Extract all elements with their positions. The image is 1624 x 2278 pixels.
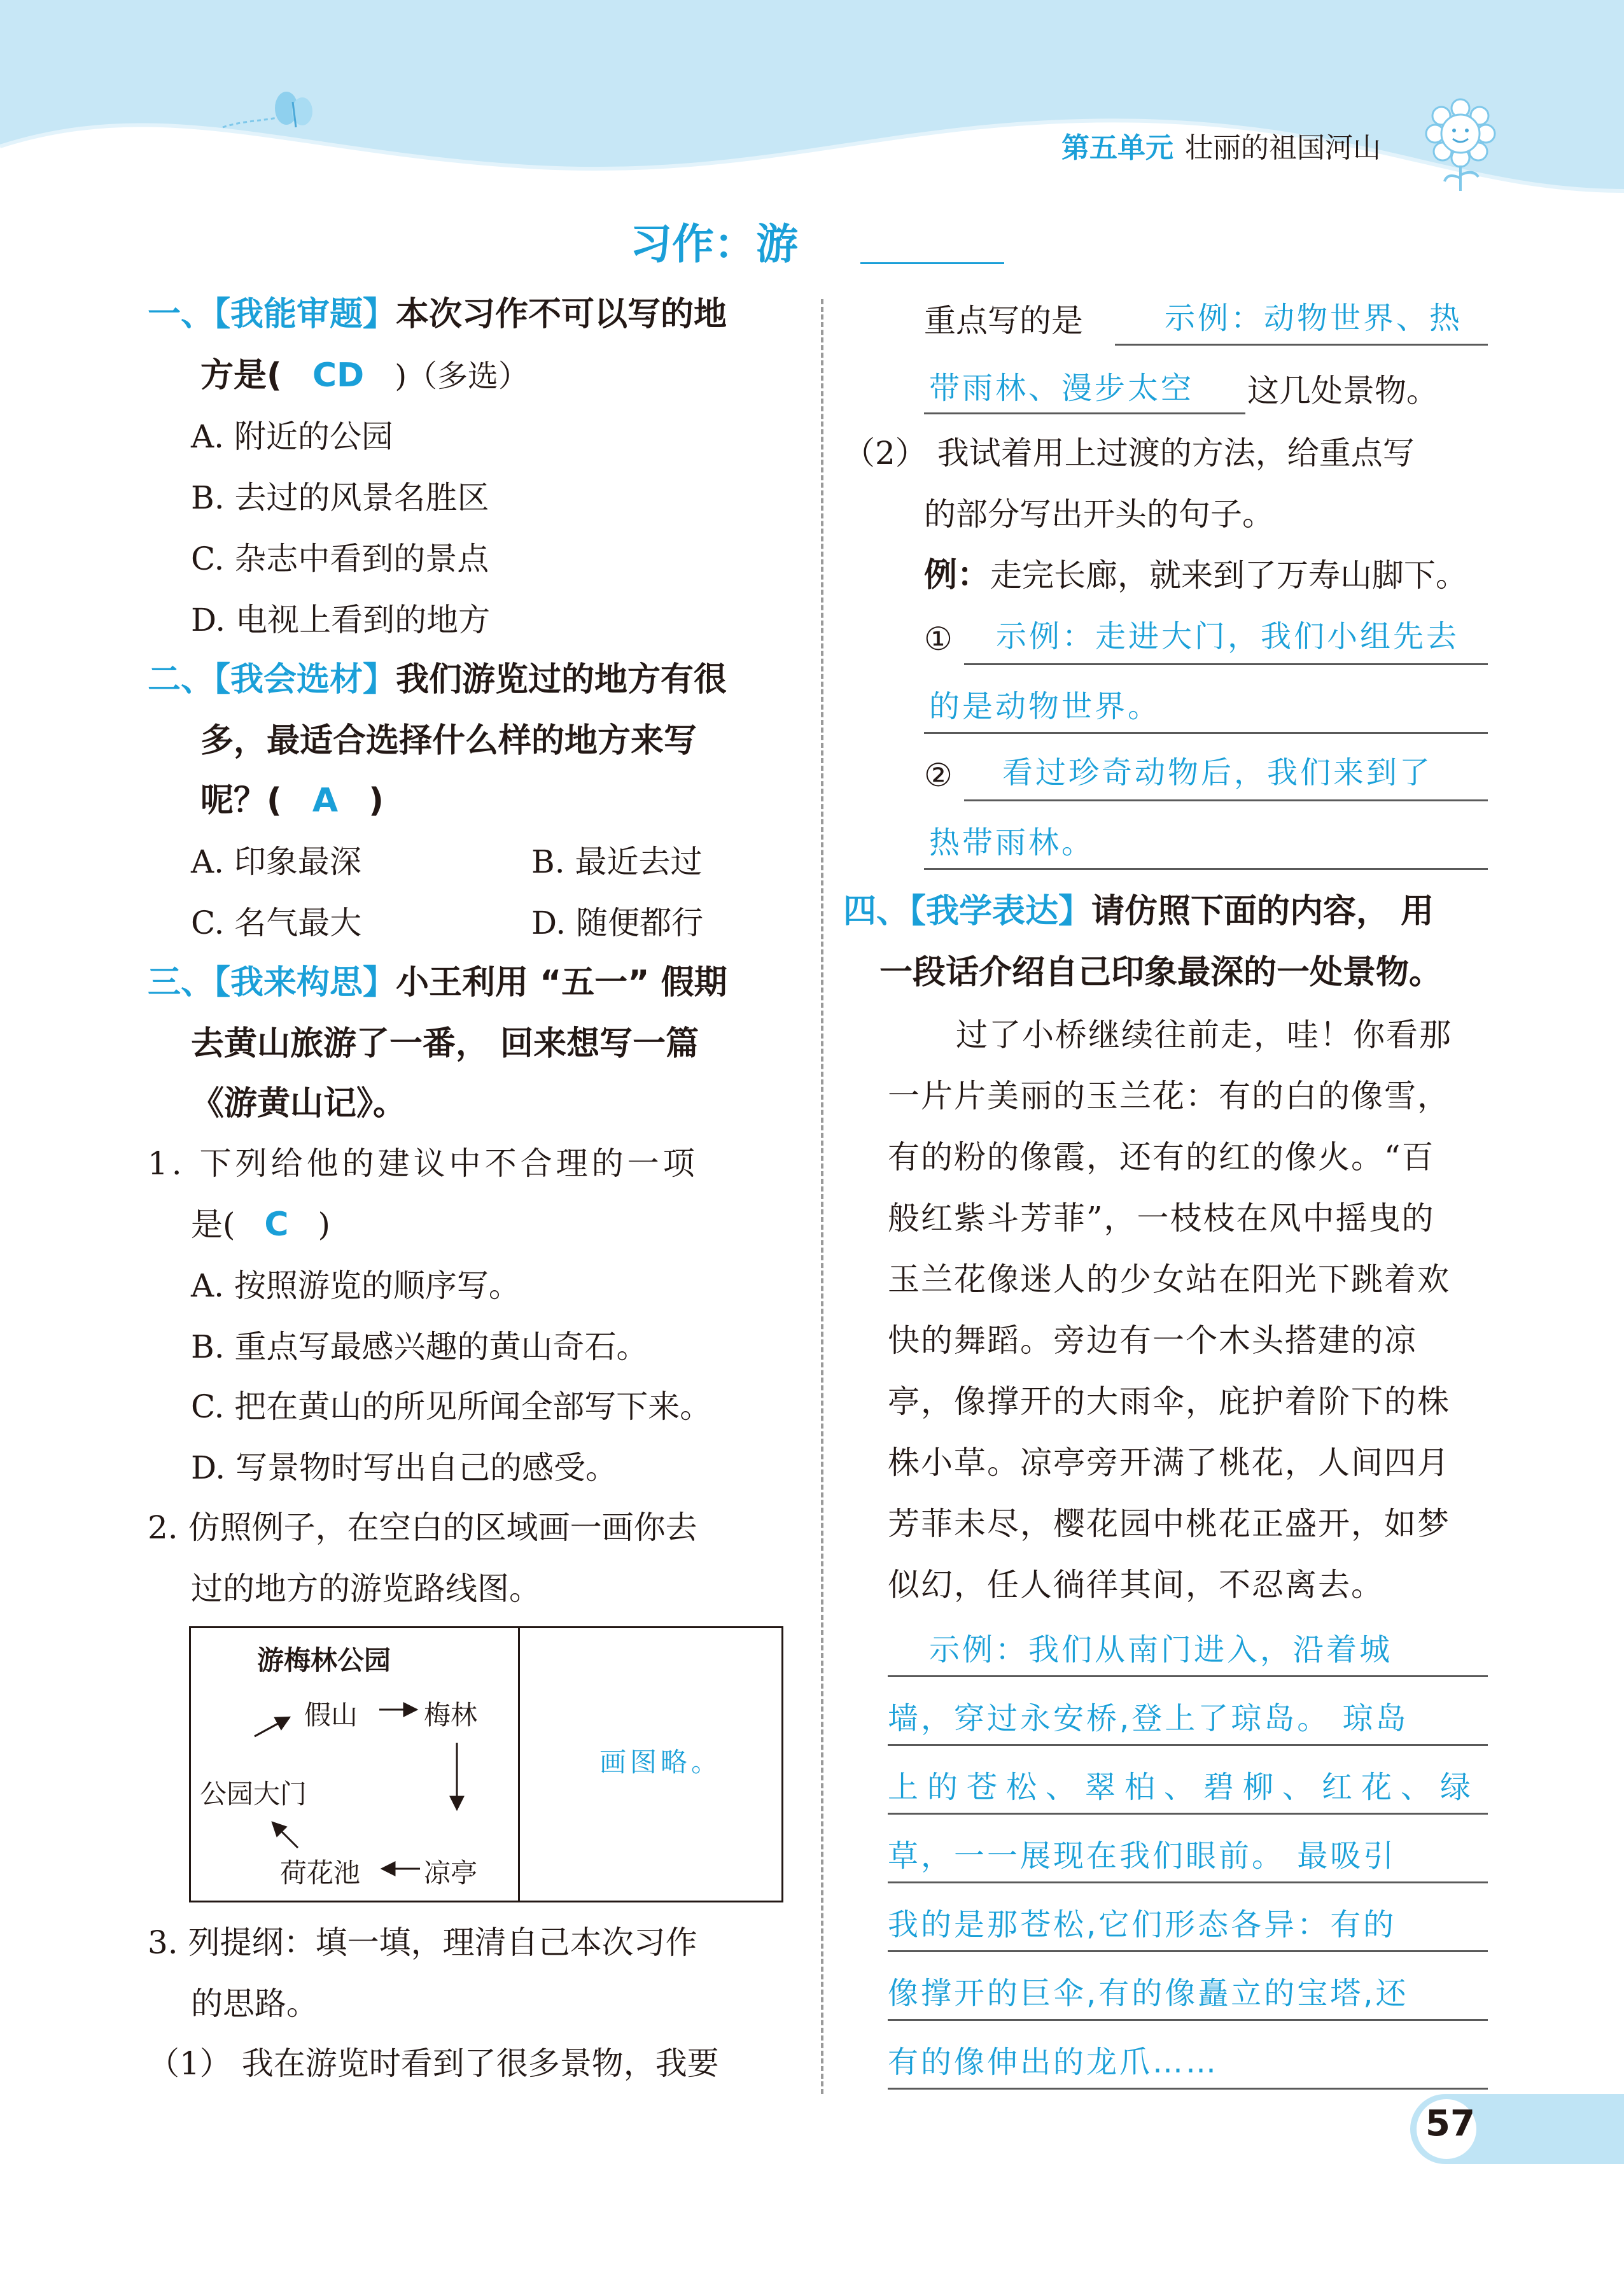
- q3-1-blank-line2: [924, 412, 1245, 414]
- q3-1-answer-b: 带雨林、漫步太空: [929, 370, 1194, 406]
- passage-line-2: 一片片美丽的玉兰花：有的白的像雪，: [888, 1078, 1450, 1114]
- section1-question-a: 本次习作不可以写的地: [396, 295, 727, 334]
- answer-line-3: 上的苍松、翠柏、碧柳、红花、绿: [888, 1769, 1480, 1805]
- answer-rule-3: [888, 1813, 1488, 1815]
- section2-question-line3: [200, 780, 384, 821]
- section3-num: 三、: [148, 964, 214, 1002]
- passage-line-4: 般红紫斗芳菲”，一枝枝在风中摇曳的: [888, 1200, 1435, 1237]
- answer-line-2: 墙，穿过永安桥,登上了琼岛。 琼岛: [888, 1701, 1409, 1736]
- q3-1-cont-post: 这几处景物。: [1247, 372, 1438, 409]
- route-map-box: [189, 1626, 783, 1902]
- route-arrows: [191, 1628, 518, 1901]
- page-title: 习作：游: [630, 220, 798, 269]
- section1-question-b-post: )（多选）: [395, 358, 529, 394]
- m1-answer-a: 示例：走进大门，我们小组先去: [996, 619, 1460, 654]
- answer-rule-6: [888, 2019, 1488, 2021]
- section3-intro-c: 《游黄山记》。: [191, 1085, 407, 1123]
- q1-answer: C: [264, 1206, 289, 1244]
- q1-line2: [191, 1204, 330, 1245]
- section1-question-b-pre: 方是(: [200, 356, 282, 395]
- answer-rule-4: [888, 1881, 1488, 1883]
- passage-line-6: 快的舞蹈。旁边有一个木头搭建的凉: [888, 1322, 1417, 1359]
- example-line: [924, 555, 1467, 596]
- section1-option-a: A. 附近的公园: [191, 418, 393, 455]
- example-label: 例：: [924, 556, 991, 594]
- route-jiashan: 假山: [304, 1699, 358, 1731]
- answer-line-4: 草，一一展现在我们眼前。 最吸引: [888, 1838, 1397, 1874]
- unit-header: [1061, 125, 1381, 165]
- q1-option-b: B. 重点写最感兴趣的黄山奇石。: [191, 1328, 648, 1365]
- route-box-divider: [518, 1628, 520, 1901]
- answer-rule-2: [888, 1744, 1488, 1746]
- marker-2: ②: [924, 757, 953, 794]
- answer-line-1: 示例：我们从南门进入，沿着城: [929, 1632, 1393, 1668]
- q3-1-answer-a: 示例：动物世界、热: [1165, 300, 1463, 336]
- sunflower-icon: [1422, 95, 1499, 191]
- section2-question-c-pre: 呢？(: [200, 782, 282, 820]
- route-title: 游梅林公园: [257, 1645, 391, 1676]
- section1-option-b: B. 去过的风景名胜区: [191, 479, 489, 516]
- section1-option-d: D. 电视上看到的地方: [191, 601, 491, 638]
- answer-line-6: 像撑开的巨伞,有的像矗立的宝塔,还: [888, 1976, 1409, 2011]
- unit-number: 第五单元: [1061, 132, 1173, 164]
- answer-rule-1: [888, 1675, 1488, 1677]
- section4-num: 四、: [843, 892, 910, 931]
- m1-blank-line2: [924, 732, 1488, 734]
- section1-num: 一、: [148, 295, 214, 334]
- section2-option-d: D. 随便都行: [531, 904, 704, 941]
- passage-line-7: 亭，像撑开的大雨伞，庇护着阶下的株: [888, 1383, 1450, 1420]
- answer-line-7: 有的像伸出的龙爪……: [888, 2044, 1219, 2080]
- m2-answer-a: 看过珍奇动物后，我们来到了: [1002, 755, 1433, 791]
- section4-heading: [843, 891, 1434, 932]
- section4-question-b: 一段话介绍自己印象最深的一处景物。: [879, 953, 1443, 992]
- page-number-tab: [1410, 2094, 1624, 2164]
- passage-line-3: 有的粉的像霞，还有的红的像火。“百: [888, 1139, 1435, 1176]
- q1-text-a: 1. 下列给他的建议中不合理的一项: [148, 1145, 699, 1182]
- section2-answer: A: [312, 782, 339, 820]
- section2-heading: [148, 659, 727, 700]
- q3-2-text-b: 的部分写出开头的句子。: [924, 496, 1274, 533]
- m2-blank-line2: [924, 868, 1488, 870]
- q3-text-a: 3. 列提纲：填一填，理清自己本次习作: [148, 1924, 697, 1961]
- section2-question-b: 多，最适合选择什么样的地方来写: [200, 722, 697, 760]
- q3-2-text-a: （2） 我试着用上过渡的方法，给重点写: [843, 435, 1415, 472]
- answer-rule-5: [888, 1950, 1488, 1952]
- q3-1-text: （1） 我在游览时看到了很多景物，我要: [148, 2045, 719, 2082]
- q1-option-d: D. 写景物时写出自己的感受。: [191, 1449, 618, 1486]
- column-divider: [821, 299, 823, 2094]
- butterfly-icon: [216, 83, 318, 140]
- section1-question-line2: [200, 355, 529, 397]
- section2-tag: 【我会选材】: [214, 661, 396, 699]
- passage-line-1: 过了小桥继续往前走，哇！你看那: [956, 1016, 1452, 1053]
- route-liangting: 凉亭: [424, 1857, 478, 1888]
- unit-name: 壮丽的祖国河山: [1185, 132, 1381, 164]
- route-meilin: 梅林: [424, 1699, 478, 1731]
- q1-option-c: C. 把在黄山的所见所闻全部写下来。: [191, 1388, 712, 1425]
- section1-option-c: C. 杂志中看到的景点: [191, 540, 489, 577]
- section3-intro-a: 小王利用 “五一” 假期: [396, 964, 727, 1002]
- section2-option-c: C. 名气最大: [191, 904, 362, 941]
- section2-question-c-post: ): [368, 782, 384, 820]
- section1-heading: [148, 294, 727, 335]
- section3-tag: 【我来构思】: [214, 964, 396, 1002]
- q2-text-b: 过的地方的游览路线图。: [191, 1570, 541, 1607]
- m1-answer-b: 的是动物世界。: [929, 689, 1161, 724]
- arrow-gate-to-jiashan: [255, 1717, 290, 1736]
- section4-question-a: 请仿照下面的内容， 用: [1091, 892, 1434, 931]
- marker-1: ①: [924, 621, 953, 657]
- route-answer: 画图略。: [599, 1747, 722, 1778]
- passage-line-10: 似幻，任人徜徉其间，不忍离去。: [888, 1566, 1384, 1603]
- m2-answer-b: 热带雨林。: [929, 825, 1095, 861]
- m2-blank-line1: [964, 799, 1488, 801]
- page-number: 57: [1425, 2103, 1475, 2144]
- title-blank: [860, 262, 1004, 264]
- section1-answer: CD: [312, 356, 365, 395]
- q2-text-a: 2. 仿照例子，在空白的区域画一画你去: [148, 1509, 697, 1546]
- section3-heading: [148, 962, 727, 1003]
- section1-tag: 【我能审题】: [214, 295, 396, 334]
- q1-option-a: A. 按照游览的顺序写。: [191, 1267, 521, 1304]
- passage-line-9: 芳菲未尽，樱花园中桃花正盛开，如梦: [888, 1505, 1450, 1542]
- arrow-hehuachi-to-gate: [272, 1822, 298, 1848]
- example-text: 走完长廊，就来到了万寿山脚下。: [990, 557, 1468, 594]
- passage-line-5: 玉兰花像迷人的少女站在阳光下跳着欢: [888, 1261, 1450, 1298]
- section2-num: 二、: [148, 661, 214, 699]
- passage-line-8: 株小草。凉亭旁开满了桃花，人间四月: [888, 1444, 1450, 1481]
- section3-intro-b: 去黄山旅游了一番， 回来想写一篇: [191, 1025, 699, 1063]
- route-hehuachi: 荷花池: [280, 1857, 361, 1888]
- answer-rule-7: [888, 2088, 1488, 2090]
- q3-1-cont-pre: 重点写的是: [924, 302, 1083, 339]
- q1-text-b-post: ): [318, 1206, 331, 1243]
- section2-option-a: A. 印象最深: [191, 843, 361, 880]
- q1-text-b-pre: 是(: [191, 1206, 235, 1243]
- answer-line-5: 我的是那苍松,它们形态各异：有的: [888, 1907, 1397, 1943]
- q3-text-b: 的思路。: [191, 1985, 318, 2022]
- route-gate: 公园大门: [200, 1778, 307, 1810]
- section2-option-b: B. 最近去过: [531, 843, 703, 880]
- section4-tag: 【我学表达】: [909, 892, 1092, 931]
- m1-blank-line1: [964, 663, 1488, 665]
- q3-1-blank-line1: [1115, 344, 1488, 346]
- section2-question-a: 我们游览过的地方有很: [396, 661, 727, 699]
